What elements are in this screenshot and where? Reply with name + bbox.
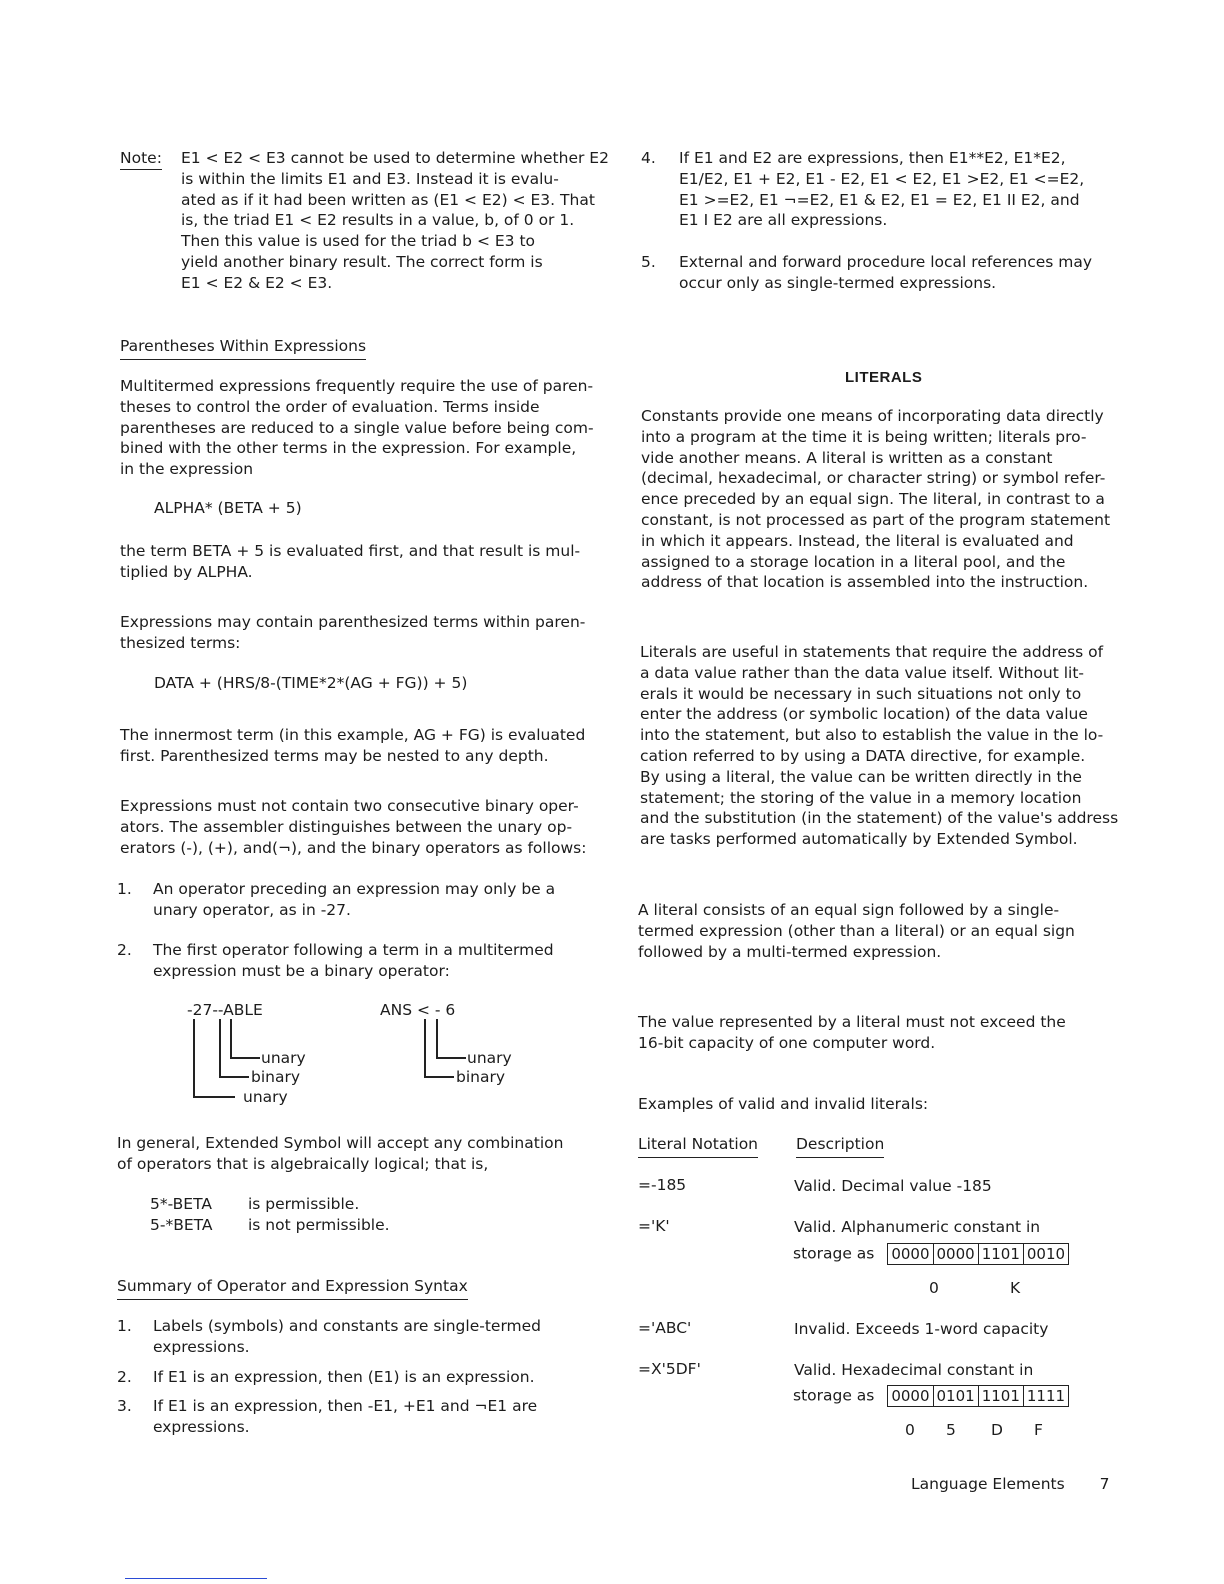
permissible-row (150, 1215, 390, 1236)
parentheses-heading: Parentheses Within Expressions (120, 336, 366, 360)
literal-description: Invalid. Exceeds 1-word capacity (794, 1320, 1049, 1338)
summary-number: 5. (641, 253, 656, 271)
bit-group: 1101 (979, 1386, 1024, 1406)
diagram-line (424, 1076, 454, 1078)
storage-label: storage as (793, 1244, 875, 1263)
footer-rule (125, 1578, 267, 1579)
literal-description: Valid. Decimal value -185 (794, 1177, 992, 1195)
summary-line: If E1 is an expression, then (E1) is an expression. (153, 1368, 535, 1386)
bit-group: 1101 (979, 1244, 1024, 1264)
summary-line: expressions. (153, 1417, 250, 1436)
bit-field (887, 1243, 1069, 1265)
diagram-line (424, 1019, 426, 1077)
paragraph-line: are tasks performed automatically by Extended Symbol. (640, 830, 1078, 849)
paragraph-line: In general, Extended Symbol will accept any combination (117, 1134, 564, 1152)
paragraph-line: followed by a multi-termed expression. (638, 942, 942, 961)
paragraph-line: enter the address (or symbolic location) of the data value (640, 705, 1088, 724)
storage-row (793, 1385, 1069, 1407)
table-header-notation: Literal Notation (638, 1134, 758, 1158)
note-line: Then this value is used for the triad b < E3 to (181, 232, 536, 251)
diagram-label: unary (467, 1049, 512, 1067)
paragraph-line: Multitermed expressions frequently require the use of paren- (120, 377, 594, 395)
literals-heading: LITERALS (845, 369, 923, 386)
permissible-row (150, 1194, 390, 1215)
paragraph-line: erals it would be necessary in such situations not only to (640, 684, 1082, 703)
paragraph-line: into a program at the time it is being written; literals pro- (641, 427, 1087, 446)
diagram-left-expression: -27--ABLE (187, 1001, 263, 1019)
literal-notation: =-185 (638, 1176, 687, 1194)
paragraph-line: ators. The assembler distinguishes between the unary op- (120, 817, 573, 836)
diagram-label: unary (243, 1088, 288, 1106)
literal-notation: ='ABC' (638, 1319, 692, 1337)
rule-number: 2. (117, 941, 132, 959)
paragraph-line: statement; the storing of the value in a memory location (640, 788, 1082, 807)
paragraph-line: tiplied by ALPHA. (120, 562, 253, 581)
storage-char: K (1010, 1279, 1021, 1297)
literal-description: Valid. Alphanumeric constant in (794, 1218, 1041, 1236)
rule-number: 1. (117, 880, 132, 898)
summary-number: 4. (641, 149, 656, 167)
literals-paragraph-2 (640, 642, 1118, 850)
diagram-line (219, 1076, 249, 1078)
paragraph-line: Expressions must not contain two consecutive binary oper- (120, 797, 579, 815)
diagram-line (436, 1057, 466, 1059)
paragraph-line: erators (-), (+), and(¬), and the binary operators as follows: (120, 838, 587, 857)
literal-description: Valid. Hexadecimal constant in (794, 1361, 1034, 1379)
paragraph-line: theses to control the order of evaluation. Terms inside (120, 397, 540, 416)
bit-group: 0101 (934, 1386, 979, 1406)
note-line: ated as if it had been written as (E1 < E2) < E3. That (181, 190, 595, 209)
diagram-line (193, 1019, 195, 1097)
bit-group: 0000 (888, 1244, 933, 1264)
literals-paragraph-3 (638, 900, 1075, 962)
storage-char: 5 (946, 1421, 956, 1439)
rule-line: An operator preceding an expression may only be a (153, 880, 556, 898)
left-column (117, 148, 609, 1436)
summary-line: expressions. (153, 1337, 250, 1356)
diagram-line (219, 1019, 221, 1077)
paragraph-line: vide another means. A literal is written as a constant (641, 448, 1053, 467)
paragraph-line: (decimal, hexadecimal, or character string) or symbol refer- (641, 469, 1106, 488)
diagram-line (230, 1019, 232, 1058)
paragraph-line: bined with the other terms in the expression. For example, (120, 439, 577, 458)
bit-group: 0000 (934, 1244, 979, 1264)
note-line: E1 < E2 & E2 < E3. (181, 273, 333, 292)
summary-number: 3. (117, 1397, 132, 1415)
page-footer (911, 1474, 1109, 1495)
literal-notation: =X'5DF' (638, 1360, 701, 1378)
paragraph-line: first. Parenthesized terms may be nested to any depth. (120, 746, 549, 765)
literal-notation: ='K' (638, 1217, 670, 1235)
diagram-label: unary (261, 1049, 306, 1067)
consecutive-paragraph (120, 796, 586, 858)
perm-expression: 5-*BETA (150, 1215, 213, 1234)
bit-group: 0000 (888, 1386, 933, 1406)
note-line: E1 < E2 < E3 cannot be used to determine whether E2 (181, 149, 609, 167)
summary-line: occur only as single-termed expressions. (679, 273, 997, 292)
example-alpha-beta: ALPHA* (BETA + 5) (154, 499, 302, 517)
permissible-examples (150, 1194, 390, 1236)
summary-line: E1/E2, E1 + E2, E1 - E2, E1 < E2, E1 >E2, E1 <=E2, (679, 169, 1085, 188)
summary-line: If E1 and E2 are expressions, then E1**E2, E1*E2, (679, 149, 1066, 167)
paragraph-line: into the statement, but also to establish the value in the lo- (640, 726, 1104, 745)
literals-table (638, 1134, 1116, 1444)
storage-char: F (1034, 1421, 1043, 1439)
bit-group: 0010 (1026, 1245, 1066, 1263)
examples-intro: Examples of valid and invalid literals: (638, 1095, 929, 1113)
footer-section: Language Elements (911, 1475, 1065, 1493)
paragraph-line: in which it appears. Instead, the literal is evaluated and (641, 531, 1074, 550)
paragraph-line: constant, is not processed as part of the program statement (641, 510, 1111, 529)
paragraph-line: The innermost term (in this example, AG + FG) is evaluated (120, 726, 586, 744)
diagram-line (436, 1019, 438, 1058)
paragraph-line: Constants provide one means of incorporating data directly (641, 407, 1104, 425)
literals-paragraph-1 (641, 406, 1110, 593)
diagram-line (230, 1057, 260, 1059)
table-header-description: Description (796, 1134, 884, 1158)
paragraph-line: thesized terms: (120, 633, 241, 652)
perm-description: is not permissible. (248, 1215, 390, 1234)
literals-paragraph-4 (638, 1012, 1066, 1054)
diagram-right-expression: ANS < - 6 (380, 1001, 456, 1019)
general-paragraph (117, 1133, 563, 1175)
paragraph-line: termed expression (other than a literal) or an equal sign (638, 921, 1075, 940)
diagram-label: binary (251, 1068, 301, 1086)
perm-expression: 5*-BETA (150, 1195, 212, 1213)
paragraph-line: Expressions may contain parenthesized terms within paren- (120, 613, 586, 631)
paragraph-line: address of that location is assembled into the instruction. (641, 573, 1089, 592)
paragraph-line: 16-bit capacity of one computer word. (638, 1033, 936, 1052)
rule-line: expression must be a binary operator: (153, 961, 450, 980)
rule-line: The first operator following a term in a multitermed (153, 941, 554, 959)
paragraph-line: Literals are useful in statements that require the address of (640, 643, 1104, 661)
operator-diagram (117, 1000, 587, 1110)
nested-intro (120, 612, 585, 654)
summary-heading: Summary of Operator and Expression Syntax (117, 1276, 468, 1300)
page-number: 7 (1099, 1475, 1110, 1493)
note-line: yield another binary result. The correct form is (181, 252, 543, 271)
bit-field (887, 1385, 1069, 1407)
summary-line: E1 >=E2, E1 ¬=E2, E1 & E2, E1 = E2, E1 II E2, and (679, 190, 1080, 209)
paragraph-line: ence preceded by an equal sign. The literal, in contrast to a (641, 490, 1105, 509)
paragraph-line: and the substitution (in the statement) of the value's address (640, 809, 1119, 828)
example-nested: DATA + (HRS/8-(TIME*2*(AG + FG)) + 5) (154, 674, 468, 692)
perm-description: is permissible. (248, 1195, 360, 1213)
paragraph-line: a data value rather than the data value itself. Without lit- (640, 663, 1085, 682)
paragraph-line: of operators that is algebraically logical; that is, (117, 1154, 489, 1173)
storage-char: 0 (905, 1421, 915, 1439)
paragraph-line: parentheses are reduced to a single value before being com- (120, 418, 594, 437)
innermost-paragraph (120, 725, 585, 767)
note-line: is within the limits E1 and E3. Instead it is evalu- (181, 169, 559, 188)
note-block (117, 148, 609, 293)
storage-row (793, 1243, 1069, 1265)
summary-line: E1 I E2 are all expressions. (679, 211, 888, 230)
rule-line: unary operator, as in -27. (153, 900, 351, 919)
note-label: Note: (120, 148, 162, 170)
parentheses-paragraph (120, 376, 594, 480)
paragraph-line: By using a literal, the value can be written directly in the (640, 767, 1082, 786)
diagram-label: binary (456, 1068, 506, 1086)
bit-group: 1111 (1026, 1387, 1066, 1405)
paragraph-line: cation referred to by using a DATA directive, for example. (640, 746, 1086, 765)
note-line: is, the triad E1 < E2 results in a value, b, of 0 or 1. (181, 211, 575, 230)
summary-number: 1. (117, 1317, 132, 1335)
summary-line: External and forward procedure local references may (679, 253, 1093, 271)
storage-char: 0 (929, 1279, 939, 1297)
example-explanation (120, 541, 580, 583)
paragraph-line: The value represented by a literal must not exceed the (638, 1013, 1066, 1031)
diagram-line (193, 1096, 235, 1098)
storage-char: D (991, 1421, 1003, 1439)
paragraph-line: A literal consists of an equal sign followed by a single- (638, 901, 1060, 919)
note-text (181, 148, 609, 294)
paragraph-line: in the expression (120, 460, 254, 479)
storage-label: storage as (793, 1386, 875, 1405)
summary-line: If E1 is an expression, then -E1, +E1 and ¬E1 are (153, 1397, 538, 1415)
paragraph-line: the term BETA + 5 is evaluated first, and that result is mul- (120, 542, 581, 560)
summary-number: 2. (117, 1368, 132, 1386)
summary-line: Labels (symbols) and constants are single-termed (153, 1317, 542, 1335)
paragraph-line: assigned to a storage location in a literal pool, and the (641, 552, 1066, 571)
